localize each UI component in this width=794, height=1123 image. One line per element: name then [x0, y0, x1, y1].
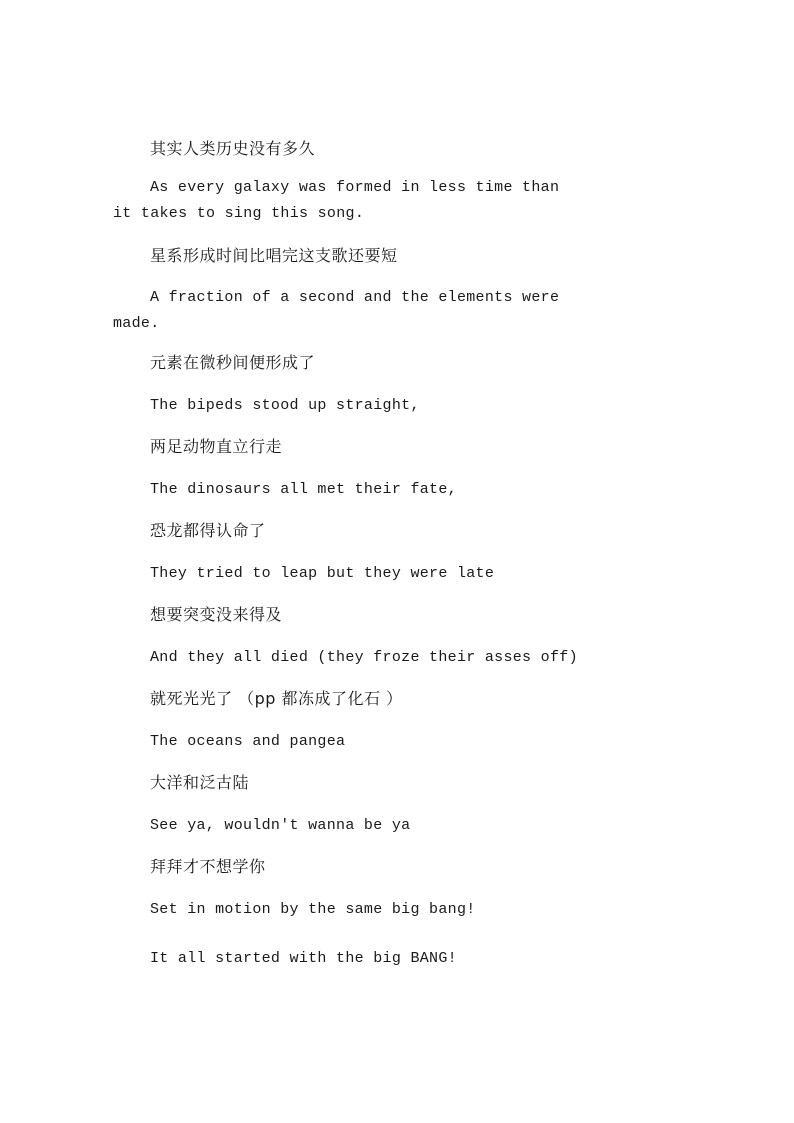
lyric-line-en: It all started with the big BANG!	[150, 950, 457, 967]
lyric-line-zh: 元素在微秒间便形成了	[150, 353, 316, 372]
lyric-line-zh: 拜拜才不想学你	[150, 857, 266, 876]
lyric-line-zh: 两足动物直立行走	[150, 437, 283, 456]
lyric-line-en: They tried to leap but they were late	[150, 565, 495, 582]
lyric-line-zh: 其实人类历史没有多久	[150, 139, 316, 158]
lyric-line-en: A fraction of a second and the elements were made.	[113, 289, 569, 332]
lyric-line-en: Set in motion by the same big bang!	[150, 901, 476, 918]
lyric-line-zh: 大洋和泛古陆	[150, 773, 250, 792]
lyric-line-en: And they all died (they froze their asses off)	[150, 649, 578, 666]
lyric-line-zh: 恐龙都得认命了	[150, 521, 266, 540]
lyric-line-zh: 星系形成时间比唱完这支歌还要短	[150, 246, 398, 265]
lyric-line-zh: 就死光光了 （pp 都冻成了化石 ）	[150, 689, 403, 708]
lyric-line-en: The dinosaurs all met their fate,	[150, 481, 457, 498]
lyric-line-en: See ya, wouldn't wanna be ya	[150, 817, 411, 834]
lyric-line-en: The oceans and pangea	[150, 733, 346, 750]
lyric-line-en: As every galaxy was formed in less time than it takes to sing this song.	[113, 179, 569, 222]
lyric-line-en: The bipeds stood up straight,	[150, 397, 420, 414]
lyric-line-zh: 想要突变没来得及	[150, 605, 283, 624]
